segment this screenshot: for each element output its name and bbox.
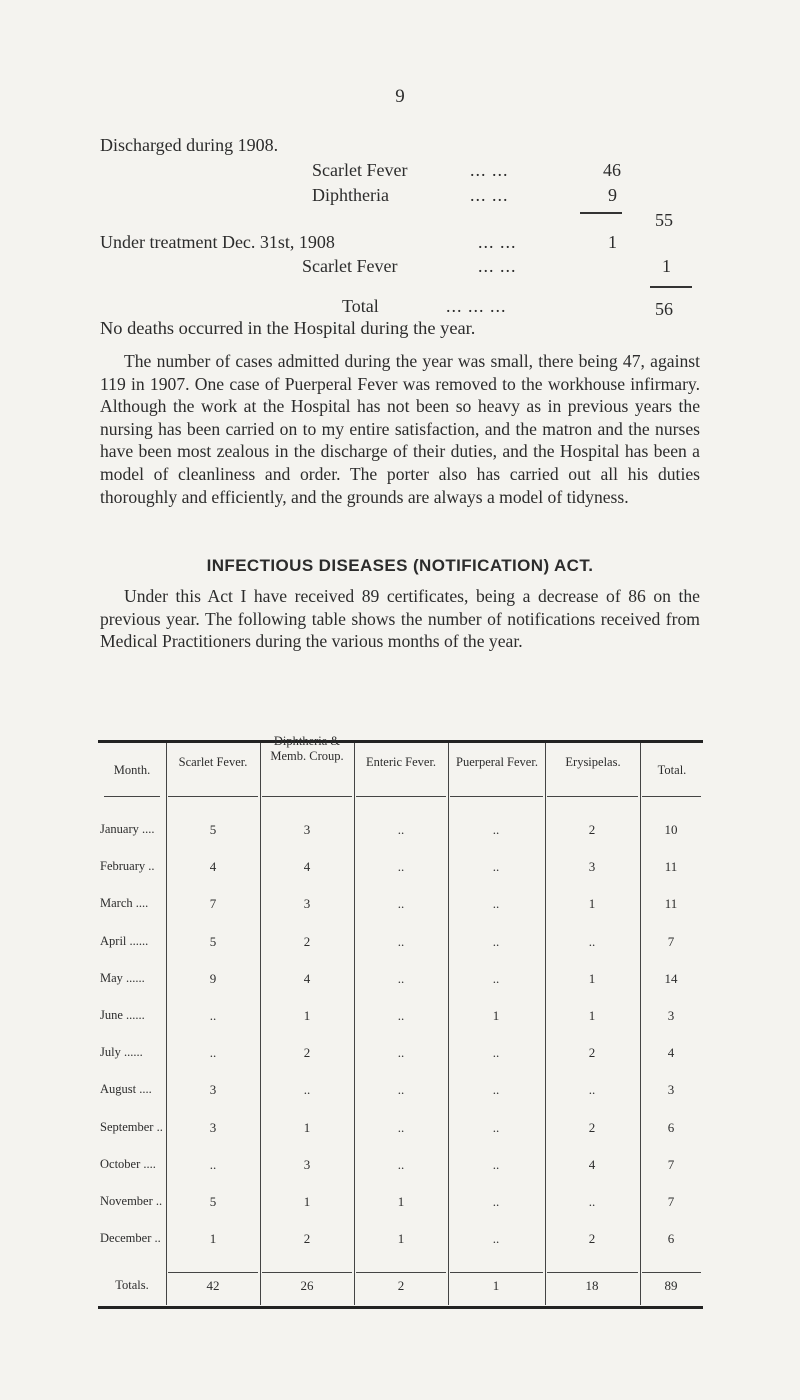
- count-cell: 4: [303, 971, 311, 986]
- count-cell: 3: [588, 859, 596, 874]
- count-cell: 6: [667, 1120, 675, 1135]
- leader-dots: ... ...: [478, 232, 517, 252]
- month-cell: December ..: [100, 1231, 161, 1245]
- totals-rule: [642, 1272, 701, 1273]
- count-cell: ..: [492, 934, 500, 949]
- leader-dots: ... ...: [478, 256, 517, 276]
- count-cell: ..: [397, 1008, 405, 1023]
- under-treatment-label: Under treatment Dec. 31st, 1908: [100, 232, 335, 252]
- count-cell: ..: [397, 859, 405, 874]
- header-month: Month.: [113, 763, 151, 777]
- count-cell: 10: [664, 822, 678, 837]
- count-cell: 1: [303, 1008, 311, 1023]
- count-cell: 1: [588, 896, 596, 911]
- count-cell: 3: [667, 1008, 675, 1023]
- count-cell: 2: [588, 1045, 596, 1060]
- discharged-subtotal: 55: [655, 210, 673, 230]
- count-cell: ..: [303, 1082, 311, 1097]
- totals-rule: [262, 1272, 352, 1273]
- totals-value: 2: [397, 1278, 405, 1293]
- header-underline: [168, 796, 258, 797]
- count-cell: 9: [209, 971, 217, 986]
- count-cell: 1: [397, 1231, 405, 1246]
- table-bottom-rule: [98, 1306, 703, 1309]
- count-cell: 5: [209, 1194, 217, 1209]
- count-cell: 3: [667, 1082, 675, 1097]
- totals-value: 89: [664, 1278, 678, 1293]
- totals-rule: [547, 1272, 638, 1273]
- totals-rule: [356, 1272, 446, 1273]
- month-cell: January ....: [100, 822, 155, 836]
- count-cell: ..: [397, 1082, 405, 1097]
- table-top-rule: [98, 740, 703, 743]
- notification-act-paragraph: Under this Act I have received 89 certificates, being a decrease of 86 on the previous year. The following table shows the number of notifications received from Medical Practitioners during the various months of the year.: [100, 586, 700, 652]
- month-cell: August ....: [100, 1082, 152, 1096]
- no-deaths-statement: No deaths occurred in the Hospital during the year.: [100, 318, 476, 338]
- count-cell: ..: [588, 934, 596, 949]
- discharged-row-label: Scarlet Fever: [312, 160, 408, 180]
- discharged-row-value: 9: [608, 185, 617, 205]
- month-cell: October ....: [100, 1157, 156, 1171]
- count-cell: ..: [397, 934, 405, 949]
- notifications-table: [98, 734, 703, 1310]
- leader-dots: ... ...: [470, 160, 509, 180]
- count-cell: 1: [492, 1008, 500, 1023]
- count-cell: ..: [492, 971, 500, 986]
- count-cell: 1: [303, 1120, 311, 1135]
- totals-value: 18: [585, 1278, 599, 1293]
- under-treatment-value: 1: [608, 232, 617, 252]
- count-cell: 4: [667, 1045, 675, 1060]
- total-label: Total: [342, 296, 379, 316]
- count-cell: 11: [664, 896, 678, 911]
- month-cell: February ..: [100, 859, 155, 873]
- header-scarlet-fever: Scarlet Fever.: [178, 755, 248, 769]
- section-heading: INFECTIOUS DISEASES (NOTIFICATION) ACT.: [206, 556, 594, 575]
- header-underline: [104, 796, 160, 797]
- totals-rule: [450, 1272, 543, 1273]
- count-cell: ..: [492, 1045, 500, 1060]
- count-cell: 2: [303, 934, 311, 949]
- count-cell: ..: [397, 896, 405, 911]
- count-cell: 7: [667, 1157, 675, 1172]
- total-value: 56: [655, 299, 673, 319]
- leader-dots: ... ...: [470, 185, 509, 205]
- count-cell: 2: [588, 822, 596, 837]
- totals-value: 1: [492, 1278, 500, 1293]
- under-treatment-sub-label: Scarlet Fever: [302, 256, 398, 276]
- column-divider: [545, 743, 546, 1305]
- count-cell: ..: [397, 1045, 405, 1060]
- count-cell: 2: [588, 1120, 596, 1135]
- under-treatment-sub-value: 1: [662, 256, 671, 276]
- leader-dots: ... ... ...: [446, 296, 507, 316]
- hospital-report-paragraph: The number of cases admitted during the year was small, there being 47, against 119 in 1907. One case of Puerperal Fever was removed to the workhouse infirmary. Although the work at the Hospital has not been so heavy as in previous years the nursing has been carried on to my entire satisfaction, and the matron and the nurses have been most zealous in the discharge of their duties, and the Hospital has been a model of cleanliness and order. The porter also has carried out all his duties thoroughly and efficiently, and the grounds are always a model of tidyness.: [100, 351, 700, 507]
- count-cell: ..: [209, 1045, 217, 1060]
- count-cell: ..: [492, 1194, 500, 1209]
- month-cell: March ....: [100, 896, 149, 910]
- count-cell: 3: [209, 1120, 217, 1135]
- totals-label: Totals.: [115, 1278, 149, 1292]
- column-divider: [448, 743, 449, 1305]
- header-total: Total.: [657, 763, 687, 777]
- count-cell: 2: [303, 1231, 311, 1246]
- count-cell: 3: [303, 822, 311, 837]
- month-cell: November ..: [100, 1194, 163, 1208]
- totals-rule: [168, 1272, 258, 1273]
- month-cell: September ..: [100, 1120, 163, 1134]
- header-puerperal-fever: Puerperal Fever.: [456, 755, 538, 769]
- count-cell: ..: [492, 859, 500, 874]
- count-cell: 1: [209, 1231, 217, 1246]
- count-cell: ..: [588, 1194, 596, 1209]
- count-cell: 7: [209, 896, 217, 911]
- count-cell: ..: [492, 1157, 500, 1172]
- discharged-row-label: Diphtheria: [312, 185, 389, 205]
- count-cell: 1: [397, 1194, 405, 1209]
- count-cell: ..: [492, 1082, 500, 1097]
- header-underline: [356, 796, 446, 797]
- total-rule: [650, 286, 692, 288]
- count-cell: 4: [588, 1157, 596, 1172]
- count-cell: 2: [303, 1045, 311, 1060]
- count-cell: 2: [588, 1231, 596, 1246]
- count-cell: ..: [397, 822, 405, 837]
- count-cell: ..: [397, 971, 405, 986]
- count-cell: 11: [664, 859, 678, 874]
- count-cell: 5: [209, 822, 217, 837]
- count-cell: 3: [209, 1082, 217, 1097]
- month-cell: May ......: [100, 971, 145, 985]
- count-cell: 5: [209, 934, 217, 949]
- count-cell: ..: [209, 1157, 217, 1172]
- month-cell: June ......: [100, 1008, 145, 1022]
- totals-value: 42: [206, 1278, 220, 1293]
- header-enteric-fever: Enteric Fever.: [365, 755, 437, 769]
- sum-rule: [580, 212, 622, 214]
- header-underline: [450, 796, 543, 797]
- count-cell: ..: [397, 1120, 405, 1135]
- page-number: 9: [395, 86, 405, 107]
- discharged-row-value: 46: [603, 160, 621, 180]
- header-underline: [642, 796, 701, 797]
- month-cell: July ......: [100, 1045, 143, 1059]
- header-erysipelas: Erysipelas.: [565, 755, 621, 769]
- count-cell: ..: [397, 1157, 405, 1172]
- count-cell: 7: [667, 934, 675, 949]
- count-cell: ..: [492, 822, 500, 837]
- column-divider: [640, 743, 641, 1305]
- count-cell: 1: [588, 971, 596, 986]
- count-cell: 1: [588, 1008, 596, 1023]
- count-cell: 14: [664, 971, 678, 986]
- count-cell: 4: [303, 859, 311, 874]
- count-cell: 7: [667, 1194, 675, 1209]
- count-cell: ..: [492, 1231, 500, 1246]
- header-underline: [262, 796, 352, 797]
- count-cell: ..: [492, 896, 500, 911]
- month-cell: April ......: [100, 934, 149, 948]
- header-diphtheria: Diphtheria & Memb. Croup.: [270, 734, 344, 763]
- totals-value: 26: [300, 1278, 314, 1293]
- count-cell: ..: [588, 1082, 596, 1097]
- header-underline: [547, 796, 638, 797]
- column-divider: [260, 743, 261, 1305]
- count-cell: 4: [209, 859, 217, 874]
- count-cell: ..: [209, 1008, 217, 1023]
- count-cell: 1: [303, 1194, 311, 1209]
- count-cell: 6: [667, 1231, 675, 1246]
- discharged-heading: Discharged during 1908.: [100, 135, 279, 155]
- column-divider: [354, 743, 355, 1305]
- count-cell: 3: [303, 896, 311, 911]
- count-cell: ..: [492, 1120, 500, 1135]
- count-cell: 3: [303, 1157, 311, 1172]
